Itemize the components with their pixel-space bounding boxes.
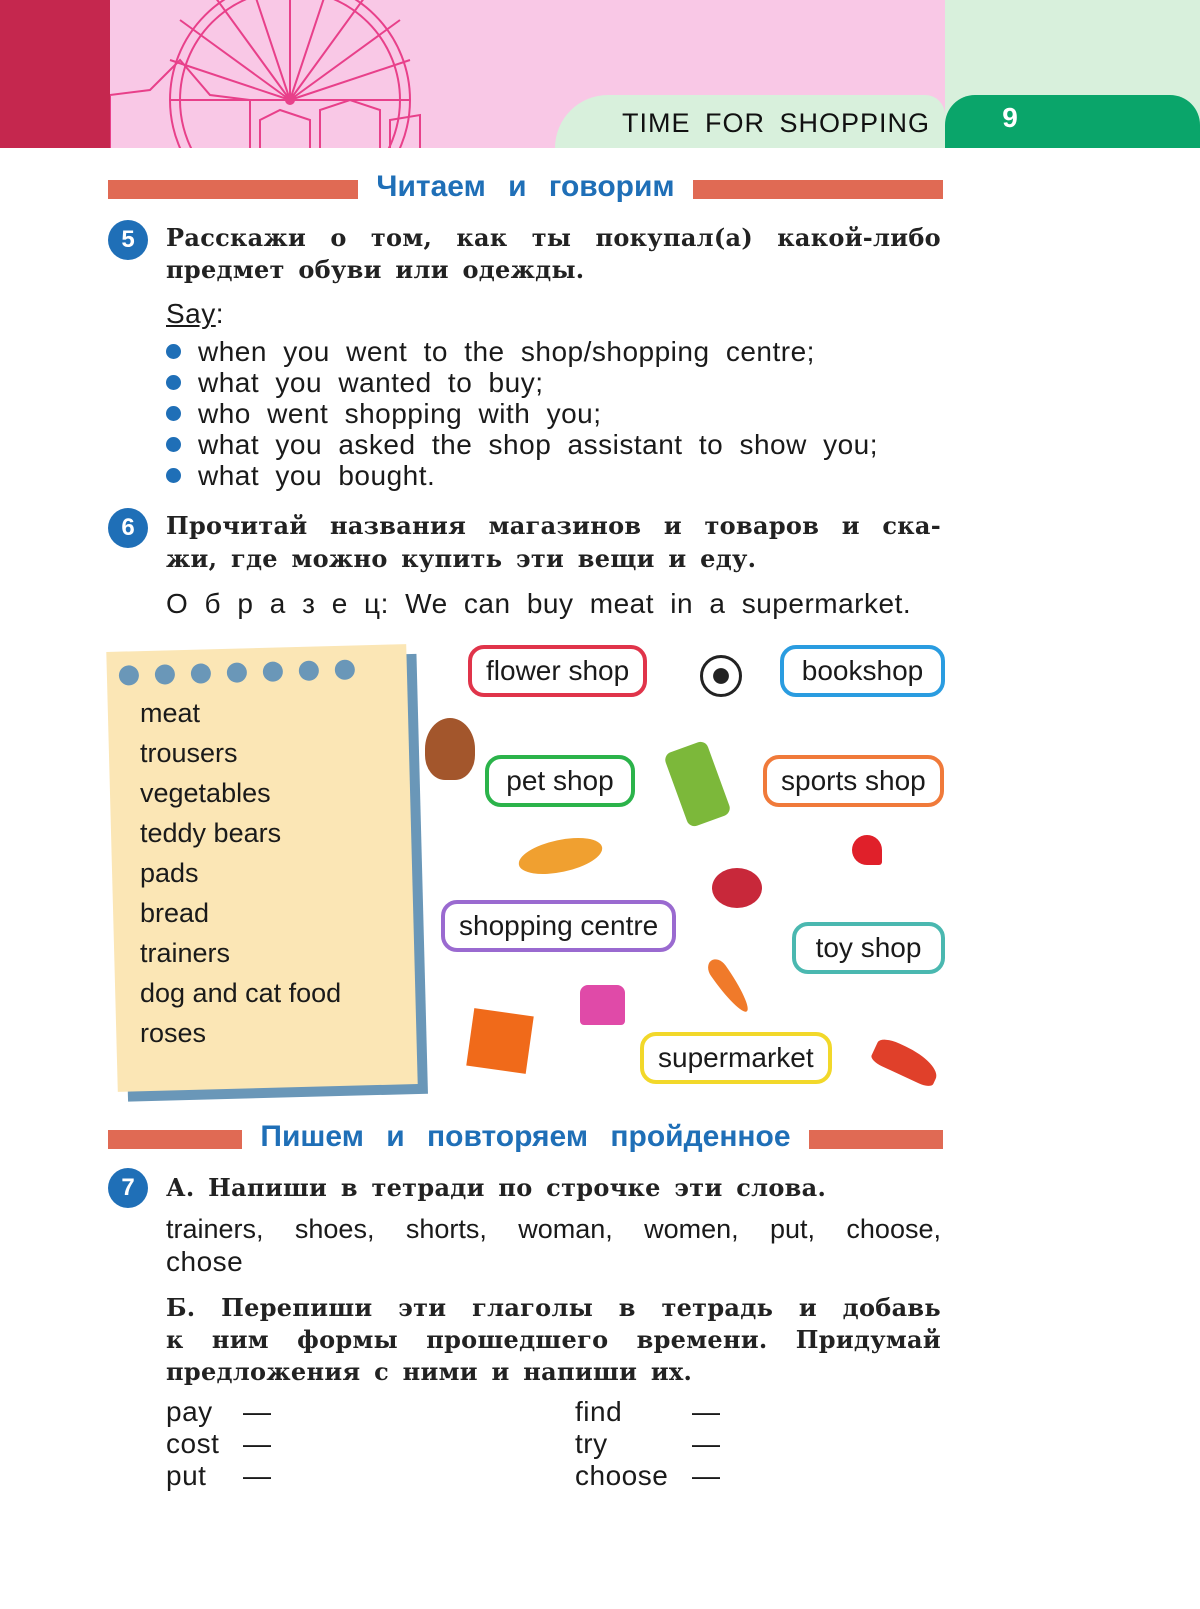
notepad-item: trousers <box>140 738 238 768</box>
notepad-item: meat <box>140 698 201 728</box>
ex7-part-b-line3: предложения с ними и напиши их. <box>166 1357 693 1386</box>
bullet-icon <box>166 437 181 452</box>
section-title: Читаем и говорим <box>358 170 692 203</box>
notepad-item: trainers <box>140 938 231 968</box>
ex6-example <box>166 588 911 620</box>
notepad-item: vegetables <box>140 778 271 808</box>
verb: pay <box>166 1396 213 1427</box>
part-a-text: Напиши в тетради по строчке эти слова. <box>208 1173 827 1202</box>
part-b-text: Перепиши эти глаголы в тетрадь и добавь <box>221 1293 941 1322</box>
page-number: 9 <box>1002 102 1018 133</box>
bullet-text: what you asked the shop assistant to show you; <box>198 429 879 460</box>
section-title: Пишем и повторяем пройденное <box>242 1120 808 1153</box>
verb: find <box>575 1396 623 1427</box>
meat-icon <box>712 868 762 908</box>
roller-skate-icon <box>580 985 625 1025</box>
toy-shop-label: toy shop <box>792 922 945 974</box>
section-heading-read-speak <box>108 170 943 204</box>
bullet-item <box>166 398 602 430</box>
notepad-item: bread <box>140 898 210 928</box>
teddy-bear-icon <box>425 718 475 780</box>
verb: put <box>166 1460 207 1491</box>
dash: — <box>243 1428 272 1459</box>
book-icon <box>466 1008 533 1074</box>
ex7-part-a <box>166 1172 941 1204</box>
pet-shop-label: pet shop <box>485 755 635 807</box>
shopping-centre-label: shopping centre <box>441 900 676 952</box>
notepad-item: pads <box>140 858 199 888</box>
ex5-instruction-line2: предмет обуви или одежды. <box>166 255 585 284</box>
verb: cost <box>166 1428 220 1459</box>
verb: choose <box>575 1460 669 1491</box>
ex6-instruction-line2: жи, где можно купить эти вещи и еду. <box>166 544 757 573</box>
section-heading-write-revise <box>108 1120 943 1154</box>
ferris-wheel-illustration <box>110 0 440 148</box>
ex5-instruction-line1: Расскажи о том, как ты покупал(а) какой-либо <box>166 223 941 252</box>
bullet-icon <box>166 344 181 359</box>
ex7-part-b-line1 <box>166 1292 941 1324</box>
say-colon: : <box>215 298 225 329</box>
bread-icon <box>516 832 606 881</box>
bullet-text: what you bought. <box>198 460 436 491</box>
example-label: О б р а з е ц: <box>166 588 389 619</box>
ex7-part-b-line2: к ним формы прошедшего времени. Придумай <box>166 1325 941 1354</box>
dash: — <box>692 1396 721 1427</box>
bullet-item <box>166 460 435 492</box>
notepad-item: roses <box>140 1018 207 1048</box>
part-b-label: Б. <box>166 1293 196 1322</box>
bullet-text: who went shopping with you; <box>198 398 602 429</box>
bullet-item <box>166 336 815 368</box>
carrot-icon <box>704 955 754 1016</box>
bookshop-label: bookshop <box>780 645 945 697</box>
say-text: Say <box>166 298 216 329</box>
exercise-number-6: 6 <box>108 508 148 548</box>
notepad-item: teddy bears <box>140 818 282 848</box>
example-text: We can buy meat in a supermarket. <box>405 588 912 619</box>
ex6-instruction-line1: Прочитай названия магазинов и товаров и ска- <box>166 511 941 540</box>
supermarket-label: supermarket <box>640 1032 832 1084</box>
dash: — <box>243 1396 272 1427</box>
sports-shop-label: sports shop <box>763 755 944 807</box>
trousers-icon <box>663 740 732 829</box>
exercise-number-5: 5 <box>108 220 148 260</box>
dash: — <box>692 1460 721 1491</box>
exercise-number-7: 7 <box>108 1168 148 1208</box>
rose-icon <box>852 835 882 865</box>
flower-shop-label: flower shop <box>468 645 647 697</box>
bullet-text: what you wanted to buy; <box>198 367 544 398</box>
ex7-words-line1: trainers, shoes, shorts, woman, women, put, choose, <box>166 1214 941 1244</box>
say-label <box>166 298 224 330</box>
football-icon <box>700 655 742 697</box>
dash: — <box>243 1460 272 1491</box>
bullet-text: when you went to the shop/shopping centre; <box>198 336 815 367</box>
notepad-rings <box>119 659 372 691</box>
verb: try <box>575 1428 608 1459</box>
bullet-icon <box>166 375 181 390</box>
bullet-icon <box>166 406 181 421</box>
bullet-item <box>166 429 878 461</box>
trainer-shoe-icon <box>869 1035 942 1089</box>
part-a-label: А. <box>166 1173 195 1202</box>
unit-title: TIME FOR SHOPPING <box>621 108 930 138</box>
notepad-item: dog and cat food <box>140 978 342 1008</box>
bullet-icon <box>166 468 181 483</box>
dash: — <box>692 1428 721 1459</box>
ex7-words-line2: chose <box>166 1246 244 1277</box>
header-red-band <box>0 0 110 148</box>
bullet-item <box>166 367 543 399</box>
